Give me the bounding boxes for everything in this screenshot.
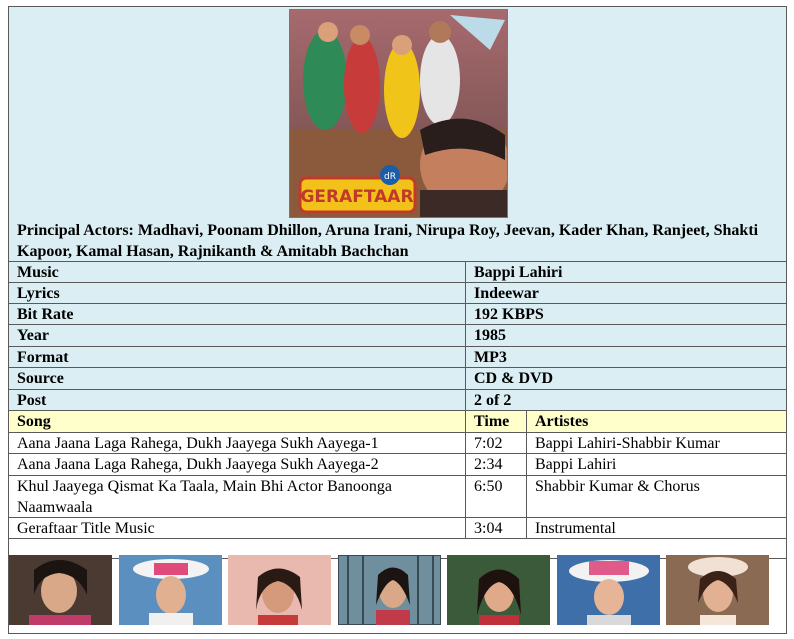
song-title: Aana Jaana Laga Rahega, Dukh Jaayega Sukh Aayega-2 — [17, 456, 379, 473]
info-row-bitrate — [9, 304, 786, 325]
info-row-source — [9, 368, 786, 390]
info-value: 1985 — [465, 325, 786, 346]
song-time: 6:50 — [465, 476, 526, 517]
song-title: Khul Jaayega Qismat Ka Taala, Main Bhi Actor Banoonga Naamwaala — [17, 478, 392, 516]
song-title: Aana Jaana Laga Rahega, Dukh Jaayega Sukh Aayega-1 — [17, 435, 379, 452]
actors-row — [9, 218, 786, 262]
actress-thumbnail-image — [557, 555, 660, 625]
actress-thumbnail-image — [447, 555, 550, 625]
song-row — [9, 476, 786, 518]
svg-text:dR: dR — [384, 172, 396, 182]
info-value: 192 KBPS — [465, 304, 786, 324]
artistes-column-header: Artistes — [526, 411, 786, 432]
actress-thumbnail-image — [228, 555, 331, 625]
song-artistes: Instrumental — [526, 518, 786, 538]
song-time: 3:04 — [465, 518, 526, 538]
actress-thumbnail-image — [9, 555, 112, 625]
song-time: 2:34 — [465, 454, 526, 475]
info-value: Bappi Lahiri — [465, 262, 786, 282]
song-artistes: Bappi Lahiri — [526, 454, 786, 475]
album-info-table — [8, 6, 787, 634]
song-artistes: Bappi Lahiri-Shabbir Kumar — [526, 433, 786, 453]
movie-poster-image — [289, 9, 508, 218]
actress-thumbnail-image — [666, 555, 769, 625]
time-column-header: Time — [465, 411, 526, 432]
info-value: 2 of 2 — [465, 390, 786, 410]
info-row-year — [9, 325, 786, 347]
song-row — [9, 454, 786, 476]
info-label: Music — [17, 264, 59, 281]
poster-cell — [9, 7, 786, 219]
info-label: Lyrics — [17, 285, 60, 302]
actress-thumbnail-strip — [9, 555, 769, 625]
song-row — [9, 518, 786, 539]
info-value: MP3 — [465, 347, 786, 367]
info-label: Post — [17, 392, 47, 409]
info-label: Bit Rate — [17, 306, 74, 323]
songs-header-row — [9, 411, 786, 433]
song-column-header: Song — [17, 413, 51, 430]
song-title: Geraftaar Title Music — [17, 520, 155, 537]
principal-actors-text: Principal Actors: Madhavi, Poonam Dhillon, Aruna Irani, Nirupa Roy, Jeevan, Kader Khan, Ranjeet, Shakti Kapoor, Kamal Hasan, Rajnikanth & Amitabh Bachchan — [17, 222, 759, 260]
song-time: 7:02 — [465, 433, 526, 453]
actress-thumbnail-image — [119, 555, 222, 625]
info-label: Format — [17, 349, 69, 366]
info-value: CD & DVD — [465, 368, 786, 389]
info-label: Year — [17, 327, 49, 344]
info-value: Indeewar — [465, 283, 786, 303]
song-artistes: Shabbir Kumar & Chorus — [526, 476, 786, 517]
info-row-music — [9, 262, 786, 283]
info-label: Source — [17, 370, 64, 387]
info-row-format — [9, 347, 786, 368]
info-row-lyrics — [9, 283, 786, 304]
poster-title-text: GERAFTAAR — [300, 187, 414, 207]
actress-thumbnail-image — [338, 555, 441, 625]
song-row — [9, 433, 786, 454]
info-row-post — [9, 390, 786, 411]
